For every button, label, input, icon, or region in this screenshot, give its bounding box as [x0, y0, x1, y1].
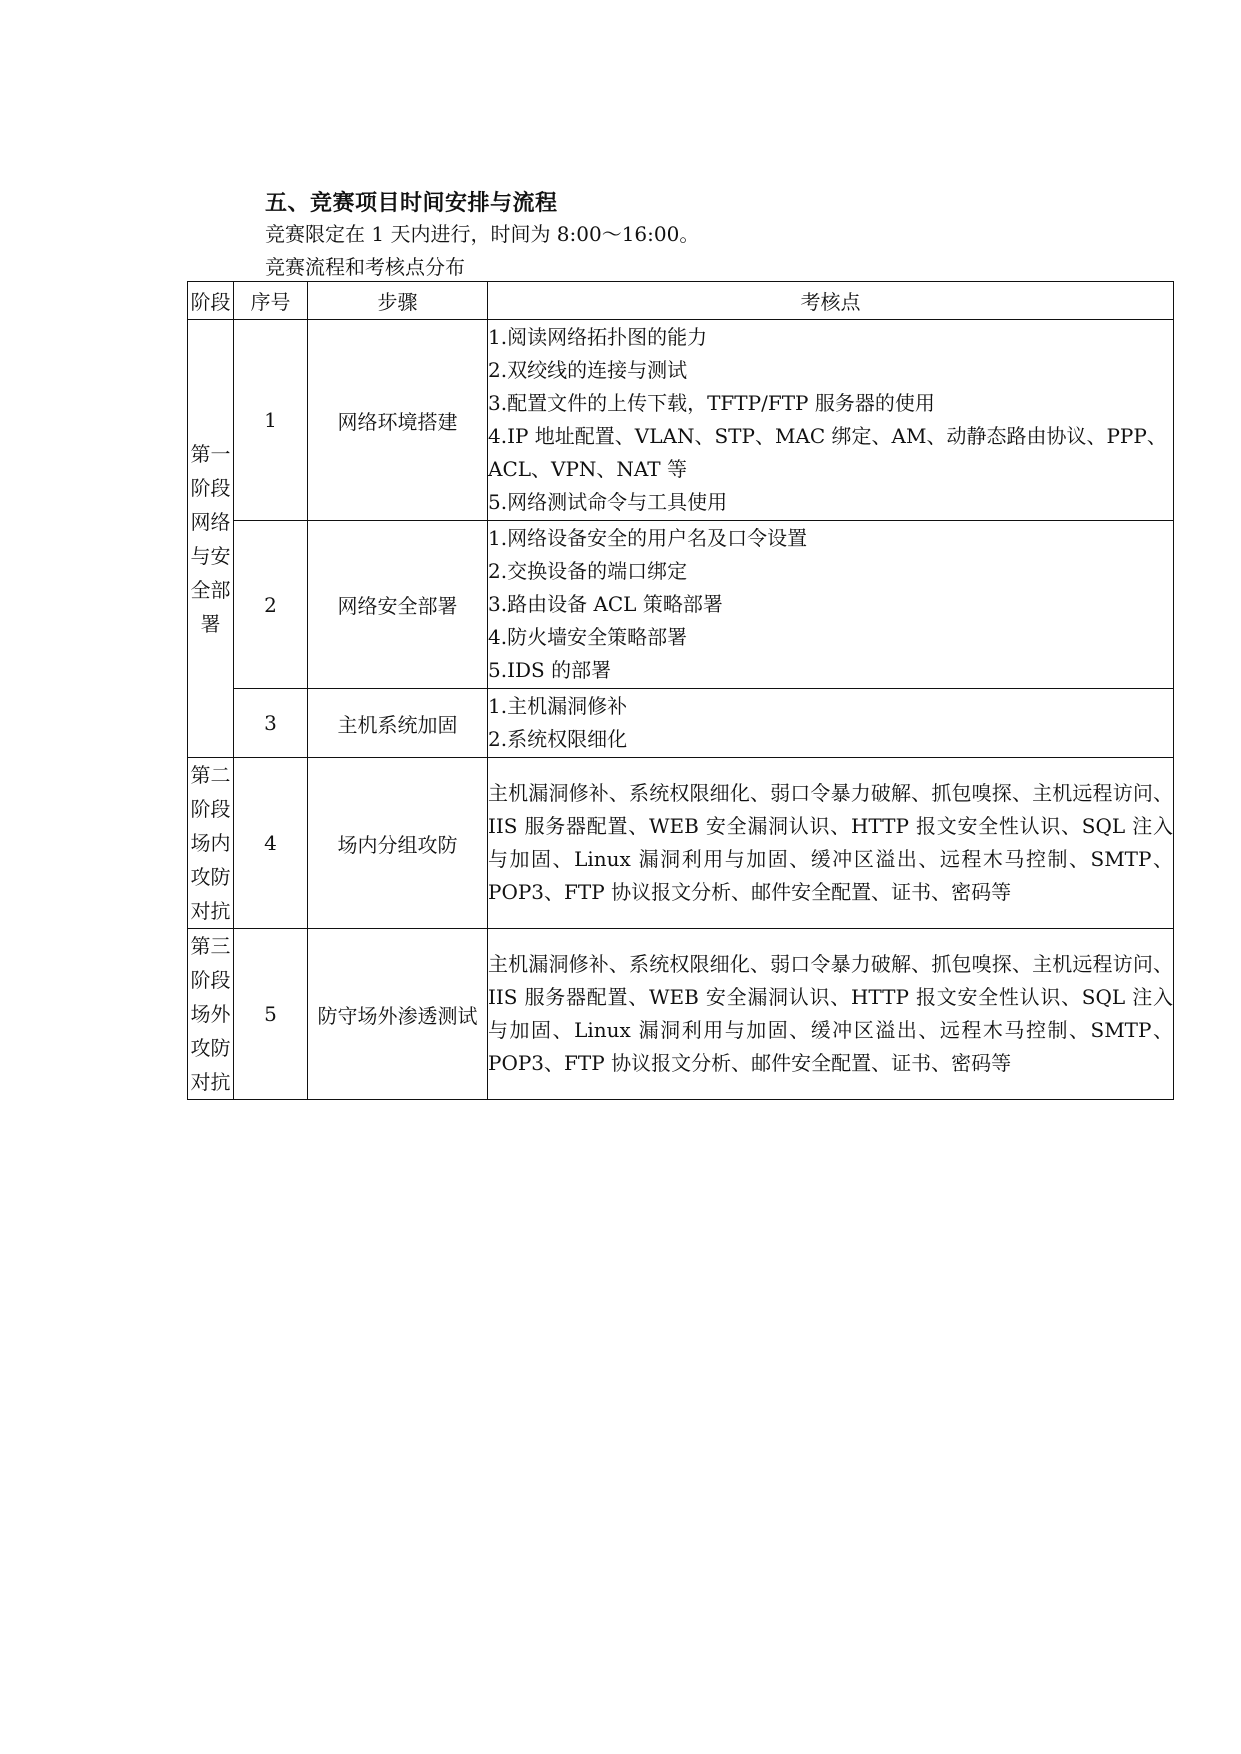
row-num: 1 [234, 320, 308, 521]
row-num: 4 [234, 758, 308, 929]
row-points [488, 758, 1174, 929]
point-item: 2.系统权限细化 [488, 727, 628, 751]
table-caption: 竞赛流程和考核点分布 [265, 255, 465, 279]
header-points: 考核点 [488, 282, 1174, 320]
row-num: 5 [234, 929, 308, 1100]
point-item: 5.网络测试命令与工具使用 [488, 490, 728, 514]
stage-cell [188, 929, 234, 1100]
stage-label: 第二阶段场内攻防对抗 [190, 763, 231, 923]
table-row [188, 521, 1174, 689]
header-stage: 阶段 [188, 282, 234, 320]
table-header-row [188, 282, 1174, 320]
row-step: 场内分组攻防 [308, 758, 488, 929]
stage-label: 第三阶段场外攻防对抗 [190, 934, 231, 1094]
point-item: 3.配置文件的上传下载，TFTP/FTP 服务器的使用 [488, 391, 935, 415]
point-item: 2.交换设备的端口绑定 [488, 559, 688, 583]
section-heading: 五、竞赛项目时间安排与流程 [265, 191, 558, 216]
point-item: 4.IP 地址配置、VLAN、STP、MAC 绑定、AM、动静态路由协议、PPP、ACL、VPN、NAT 等 [488, 424, 1167, 481]
stage-cell [188, 758, 234, 929]
row-points [488, 521, 1174, 689]
stage-label: 第一阶段网络与安全部署 [190, 441, 231, 636]
point-text: 主机漏洞修补、系统权限细化、弱口令暴力破解、抓包嗅探、主机远程访问、IIS 服务器配置、WEB 安全漏洞认识、HTTP 报文安全性认识、SQL 注入与加固、Linux 漏洞利用与加固、缓冲区溢出、远程木马控制、SMTP、POP3、FTP 协议报文分析、邮件安全配置、证书、密码等 [488, 952, 1173, 1075]
table-row [188, 320, 1174, 521]
row-num: 2 [234, 521, 308, 689]
row-points [488, 689, 1174, 758]
flow-table [187, 281, 1174, 1100]
header-num: 序号 [234, 282, 308, 320]
stage-cell [188, 320, 234, 758]
point-item: 3.路由设备 ACL 策略部署 [488, 592, 723, 616]
table-row [188, 689, 1174, 758]
row-step: 主机系统加固 [308, 689, 488, 758]
point-item: 1.网络设备安全的用户名及口令设置 [488, 526, 808, 550]
row-points [488, 320, 1174, 521]
point-item: 4.防火墙安全策略部署 [488, 625, 688, 649]
row-points [488, 929, 1174, 1100]
point-item: 1.主机漏洞修补 [488, 694, 628, 718]
row-step: 网络环境搭建 [308, 320, 488, 521]
header-step: 步骤 [308, 282, 488, 320]
table-row [188, 758, 1174, 929]
row-num: 3 [234, 689, 308, 758]
point-item: 5.IDS 的部署 [488, 658, 612, 682]
table-row [188, 929, 1174, 1100]
point-item: 2.双绞线的连接与测试 [488, 358, 688, 382]
point-item: 1.阅读网络拓扑图的能力 [488, 325, 708, 349]
intro-time: 竞赛限定在 1 天内进行，时间为 8:00～16:00。 [265, 222, 700, 246]
row-step: 网络安全部署 [308, 521, 488, 689]
row-step: 防守场外渗透测试 [308, 929, 488, 1100]
point-text: 主机漏洞修补、系统权限细化、弱口令暴力破解、抓包嗅探、主机远程访问、IIS 服务器配置、WEB 安全漏洞认识、HTTP 报文安全性认识、SQL 注入与加固、Linux 漏洞利用与加固、缓冲区溢出、远程木马控制、SMTP、POP3、FTP 协议报文分析、邮件安全配置、证书、密码等 [488, 781, 1173, 904]
